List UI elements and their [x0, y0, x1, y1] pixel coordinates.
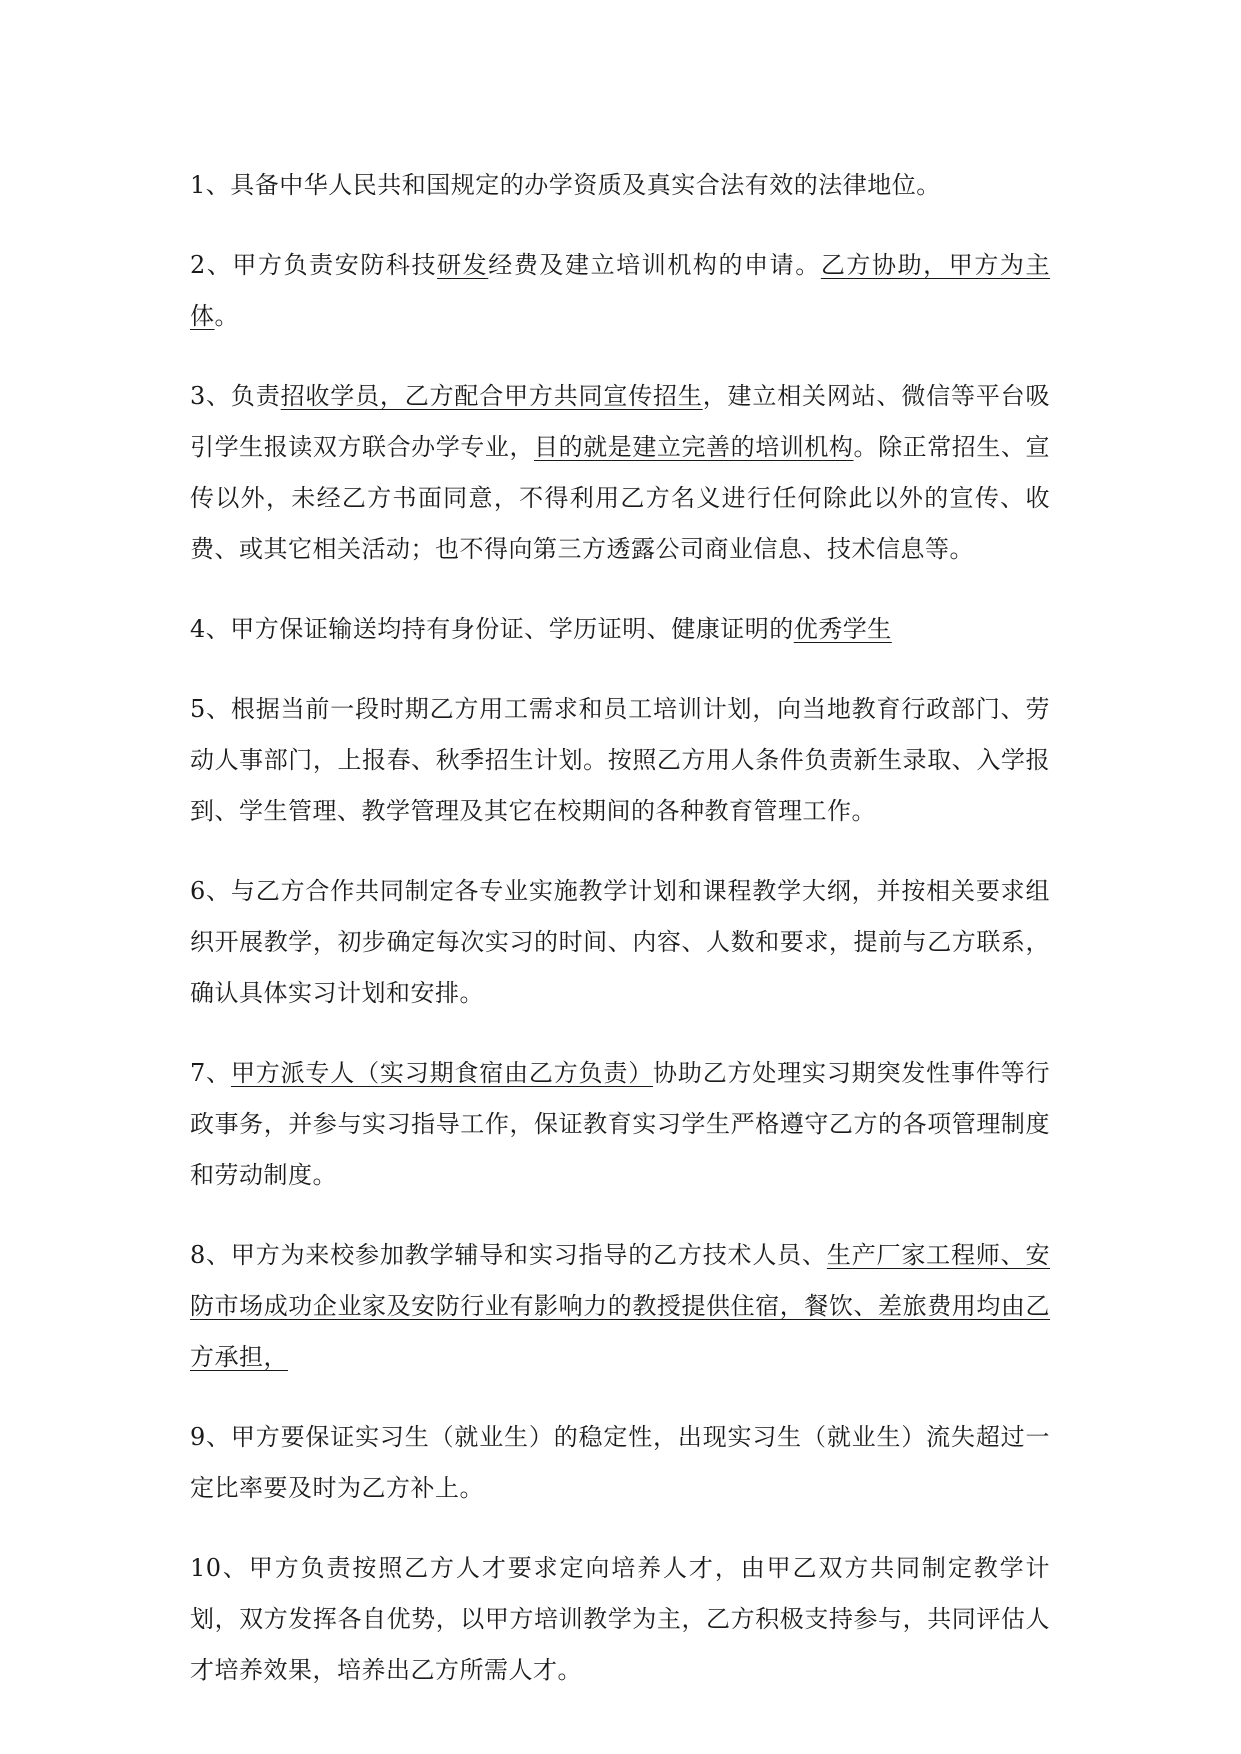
clause-text: 经费及建立培训机构的申请。	[488, 251, 821, 279]
clause-text: 1、具备中华人民共和国规定的办学资质及真实合法有效的法律地位。	[190, 171, 941, 199]
clause-text: 。除正常招生、宣传以外，未经乙方书面同意，不得利用乙方名义进行任何除此以外的宣传、收费、或其它相关活动；也不得向第三方透露公司商业信息、技术信息等。	[190, 433, 1051, 563]
underlined-text: 乙方协助，甲方为主体	[190, 251, 1051, 330]
clause-text: 2、甲方负责安防科技	[190, 251, 438, 279]
clause-8	[190, 1230, 1050, 1383]
underlined-text: 目的就是建立完善的培训机构	[534, 433, 854, 461]
clause-text: 9、甲方要保证实习生（就业生）的稳定性，出现实习生（就业生）流失超过一定比率要及时为乙方补上。	[190, 1423, 1050, 1502]
clause-1	[190, 160, 1050, 211]
clause-text: ，建立相关网站、微信等平台吸引学生报读双方联合办学专业，	[190, 382, 1050, 461]
clause-5	[190, 684, 1050, 837]
clause-text: 8、甲方为来校参加教学辅导和实习指导的乙方技术人员、	[190, 1241, 827, 1269]
clause-9	[190, 1412, 1050, 1514]
underlined-text: 研发	[437, 251, 489, 279]
clause-text: 10、甲方负责按照乙方人才要求定向培养人才，由甲乙双方共同制定教学计划，双方发挥各自优势，以甲方培训教学为主，乙方积极支持参与，共同评估人才培养效果，培养出乙方所需人才。	[190, 1554, 1050, 1684]
underlined-text: 优秀学生	[793, 615, 892, 643]
clause-2	[190, 240, 1050, 342]
clause-3	[190, 371, 1050, 575]
clause-text: 5、根据当前一段时期乙方用工需求和员工培训计划，向当地教育行政部门、劳动人事部门，上报春、秋季招生计划。按照乙方用人条件负责新生录取、入学报到、学生管理、教学管理及其它在校期间的各种教育管理工作。	[190, 695, 1050, 825]
clause-text: 3、负责	[190, 382, 281, 410]
underlined-text: 招收学员，乙方配合甲方共同宣传招生	[280, 382, 703, 410]
clause-text: 6、与乙方合作共同制定各专业实施教学计划和课程教学大纲，并按相关要求组织开展教学，初步确定每次实习的时间、内容、人数和要求，提前与乙方联系，确认具体实习计划和安排。	[190, 877, 1050, 1007]
clause-text: 协助乙方处理实习期突发性事件等行政事务，并参与实习指导工作，保证教育实习学生严格遵守乙方的各项管理制度和劳动制度。	[190, 1059, 1050, 1189]
clause-text: 。	[214, 302, 239, 330]
underlined-text: 甲方派专人（实习期食宿由乙方负责）	[230, 1059, 654, 1087]
underlined-text: 生产厂家工程师、安防市场成功企业家及安防行业有影响力的教授提供住宿，餐饮、差旅费用均由乙方承担，	[190, 1241, 1050, 1371]
clause-6	[190, 866, 1050, 1019]
clause-7	[190, 1048, 1050, 1201]
clause-10	[190, 1543, 1050, 1696]
clause-text: 7、	[190, 1059, 231, 1087]
clause-4	[190, 604, 1050, 655]
document-page	[190, 160, 1050, 1725]
clause-text: 4、甲方保证输送均持有身份证、学历证明、健康证明的	[190, 615, 794, 643]
